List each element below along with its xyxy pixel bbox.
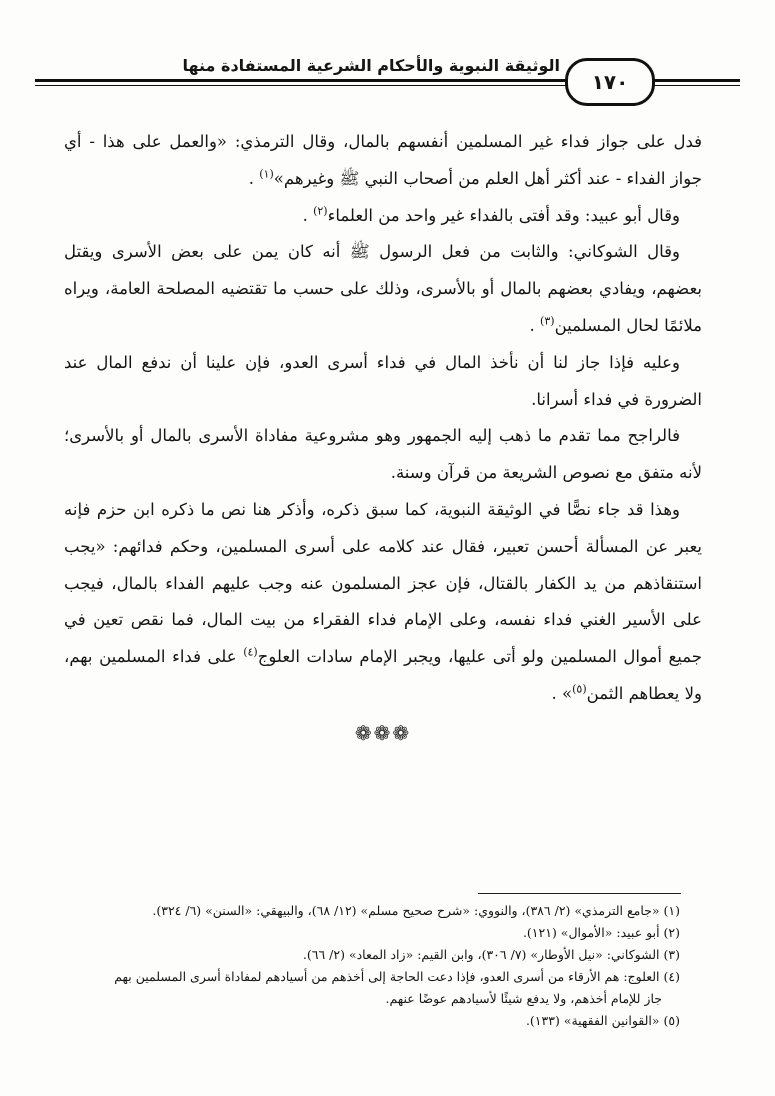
paragraph-3-text: وقال الشوكاني: والثابت من فعل الرسول ﷺ أنه كان يمن على بعض الأسرى ويقتل بعضهم، ويفادي بعضهم بالمال أو بالأسرى، وذلك على حسب ما تقتضيه المصلحة العامة، ويراه ملائمًا لحال المسلمين (64, 242, 702, 335)
paragraph-4: وعليه فإذا جاز لنا أن نأخذ المال في فداء أسرى العدو، فإن علينا أن ندفع المال عند الضرورة في فداء أسرانا. (64, 352, 702, 409)
book-title: الوثيقة النبوية والأحكام الشرعية المستفادة منها (174, 56, 568, 75)
footnote-ref-2: (٢) (313, 204, 328, 218)
paragraph-2-text: وقال أبو عبيد: وقد أفتى بالفداء غير واحد من العلماء (327, 205, 680, 225)
paragraph-2 (64, 198, 702, 235)
paragraph-2-end: . (302, 205, 314, 225)
footnote-4-continued: جاز للإمام أخذهم، ولا يدفع شيئًا لأسيادهم عوضًا عنهم. (385, 991, 662, 1006)
footnote-ref-5: (٥) (572, 682, 587, 696)
section-ornament: ❁❁❁ (354, 720, 412, 745)
paragraph-6-text: وهذا قد جاء نصًّا في الوثيقة النبوية، كما سبق ذكره، وأذكر هنا نص ما ذكره ابن حزم فإنه يعبر عن المسألة أحسن تعبير، فقال عند كلامه على أسرى المسلمين، وحكم فدائهم: «يجب استنقاذهم من يد الكفار بالقتال، فإن عجز المسلمون عنه وجب عليهم الفداء بالمال، فيجب على الأسير الغني فداء نفسه، وعلى الإمام فداء الفقراء من بيت المال، فما نقص تعين في جميع أموال المسلمين ولو أتى عليها، ويجبر الإمام سادات العلوج (64, 499, 702, 667)
footnote-ref-4: (٤) (243, 645, 258, 659)
page-number: ١٧٠ (565, 58, 655, 106)
paragraph-6 (64, 492, 702, 713)
footnote-3: (٣) الشوكاني: «نيل الأوطار» (٧/ ٣٠٦)، وابن القيم: «زاد المعاد» (٢/ ٦٦). (302, 947, 680, 962)
paragraph-3 (64, 234, 702, 344)
paragraph-1 (64, 124, 702, 198)
footnote-5: (٥) «القوانين الفقهية» (١٣٣). (525, 1013, 680, 1028)
paragraph-1-text: فدل على جواز فداء غير المسلمين أنفسهم بالمال، وقال الترمذي: «والعمل على هذا - أي جواز الفداء - عند أكثر أهل العلم من أصحاب النبي ﷺ وغيرهم» (64, 132, 702, 188)
paragraph-5: فالراجح مما تقدم ما ذهب إليه الجمهور وهو مشروعية مفاداة الأسرى بالمال أو بالأسرى؛ لأنه متفق مع نصوص الشريعة من قرآن وسنة. (64, 426, 702, 483)
footnote-ref-3: (٣) (540, 314, 555, 328)
paragraph-6-end: » . (551, 683, 573, 703)
paragraph-3-end: . (529, 315, 541, 335)
footnotes (60, 900, 680, 1032)
main-text (64, 124, 702, 753)
paragraph-6-mid: على فداء المسلمين بهم، ولا يعطاهم الثمن (64, 647, 702, 703)
footnote-4: (٤) العلوج: هم الأرقاء من أسرى العدو، فإذا دعت الحاجة إلى أخذهم من أسيادهم لمفاداة أسرى المسلمين بهم (114, 969, 680, 984)
footnote-1: (١) «جامع الترمذي» (٢/ ٣٨٦)، والنووي: «شرح صحيح مسلم» (١٢/ ٦٨)، والبيهقي: «السنن» (٦/ ٣٢٤). (152, 903, 680, 918)
footnote-ref-1: (١) (259, 167, 274, 181)
running-header (35, 54, 740, 106)
footnote-2: (٢) أبو عبيد: «الأموال» (١٢١). (522, 925, 680, 940)
paragraph-1-end: . (248, 168, 260, 188)
footnote-separator (478, 893, 681, 894)
